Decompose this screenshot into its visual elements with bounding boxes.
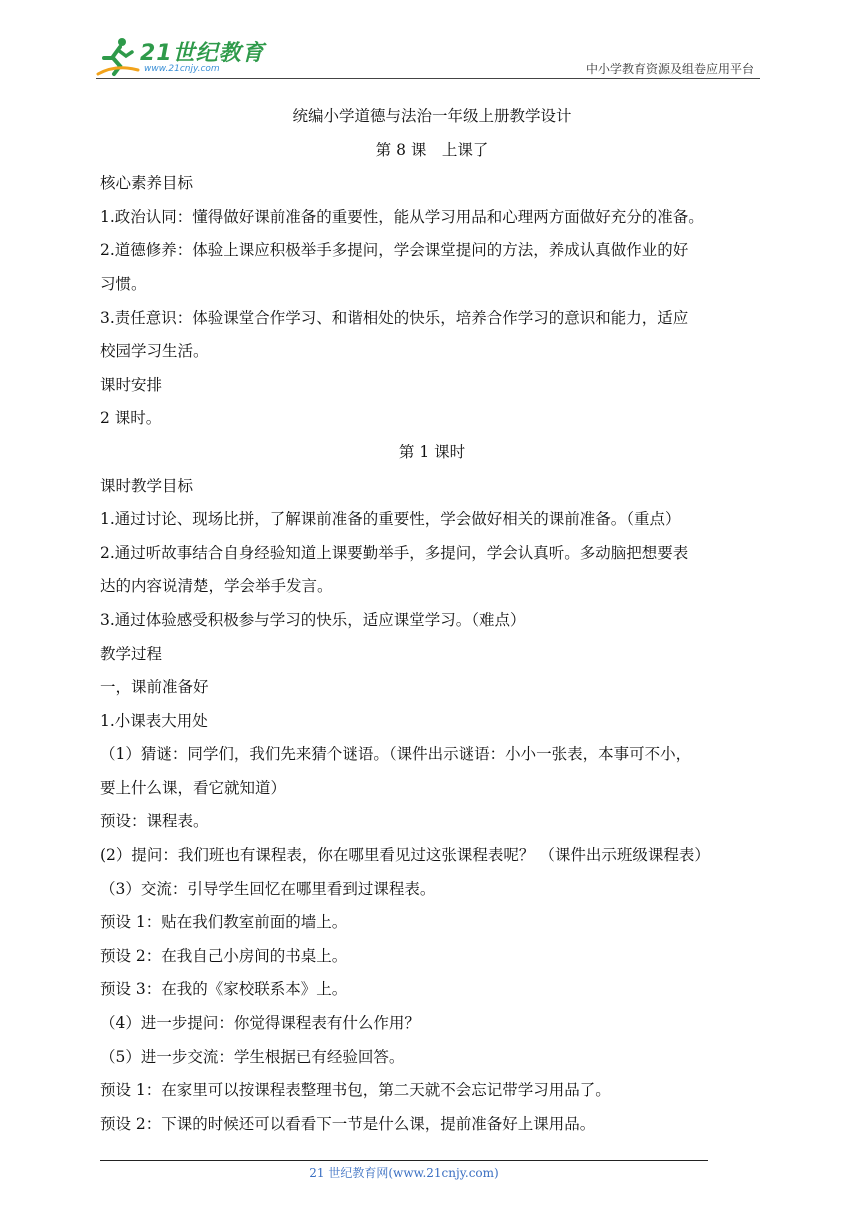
platform-label: 中小学教育资源及组卷应用平台 <box>585 62 754 76</box>
paragraph-line: 1.小课表大用处 <box>100 711 208 730</box>
paragraph-line: 1.通过讨论、现场比拼，了解课前准备的重要性，学会做好相关的课前准备。（重点） <box>100 510 681 529</box>
paragraph-line: 达的内容说清楚，学会举手发言。 <box>100 577 333 596</box>
document-body <box>100 100 764 1141</box>
site-logo[interactable] <box>96 34 266 78</box>
paragraph-line: 预设 2：下课的时候还可以看看下一节是什么课，提前准备好上课用品。 <box>100 1114 596 1133</box>
paragraph-line: 2.通过听故事结合自身经验知道上课要勤举手，多提问，学会认真听。多动脑把想要表 <box>100 543 689 562</box>
paragraph-line: 校园学习生活。 <box>100 342 209 361</box>
footer-divider <box>100 1160 708 1161</box>
paragraph-line: 3.通过体验感受积极参与学习的快乐，适应课堂学习。（难点） <box>100 610 526 629</box>
paragraph-line: 习惯。 <box>100 274 147 293</box>
page-header <box>96 28 760 80</box>
paragraph-list <box>100 167 764 1141</box>
paragraph-line: （4）进一步提问：你觉得课程表有什么作用？ <box>100 1014 420 1033</box>
paragraph-line: 预设：课程表。 <box>100 812 209 831</box>
paragraph-line: （5）进一步交流：学生根据已有经验回答。 <box>100 1047 405 1066</box>
paragraph-line: (2）提问：我们班也有课程表，你在哪里看见过这张课程表呢？ （课件出示班级课程表） <box>100 846 710 865</box>
paragraph-line: 预设 2：在我自己小房间的书桌上。 <box>100 946 348 965</box>
paragraph-line: 2 课时。 <box>100 409 162 428</box>
logo-text: 21世纪教育 <box>140 41 265 66</box>
paragraph-line: 2.道德修养：体验上课应积极举手多提问，学会课堂提问的方法，养成认真做作业的好 <box>100 241 689 260</box>
paragraph-line: 1.政治认同：懂得做好课前准备的重要性，能从学习用品和心理两方面做好充分的准备。 <box>100 207 704 226</box>
paragraph-line: 预设 1：贴在我们教室前面的墙上。 <box>100 913 348 932</box>
paragraph-line: 课时教学目标 <box>100 476 194 495</box>
paragraph-line: 3.责任意识：体验课堂合作学习、和谐相处的快乐，培养合作学习的意识和能力，适应 <box>100 308 689 327</box>
paragraph-line: 第 1 课时 <box>398 442 466 461</box>
paragraph-line: 核心素养目标 <box>100 174 194 193</box>
paragraph-line: 教学过程 <box>100 644 163 663</box>
runner-logo-icon <box>96 34 140 78</box>
paragraph-line: 课时安排 <box>100 375 163 394</box>
page-footer[interactable]: 21 世纪教育网(www.21cnjy.com) <box>309 1166 499 1180</box>
paragraph-line: 预设 1：在家里可以按课程表整理书包，第二天就不会忘记带学习用品了。 <box>100 1081 611 1100</box>
paragraph-line: 预设 3：在我的《家校联系本》上。 <box>100 980 348 999</box>
document-title: 统编小学道德与法治一年级上册教学设计 <box>292 107 572 125</box>
paragraph-line: （1）猜谜：同学们，我们先来猜个谜语。（课件出示谜语：小小一张表，本事可不小， <box>100 745 692 764</box>
paragraph-line: 要上什么课，看它就知道） <box>100 778 287 797</box>
paragraph-line: 一，课前准备好 <box>100 678 209 697</box>
paragraph-line: （3）交流：引导学生回忆在哪里看到过课程表。 <box>100 879 436 898</box>
lesson-title: 第 8 课 上课了 <box>375 140 489 159</box>
logo-url: www.21cnjy.com <box>144 64 220 74</box>
header-divider <box>96 78 760 79</box>
